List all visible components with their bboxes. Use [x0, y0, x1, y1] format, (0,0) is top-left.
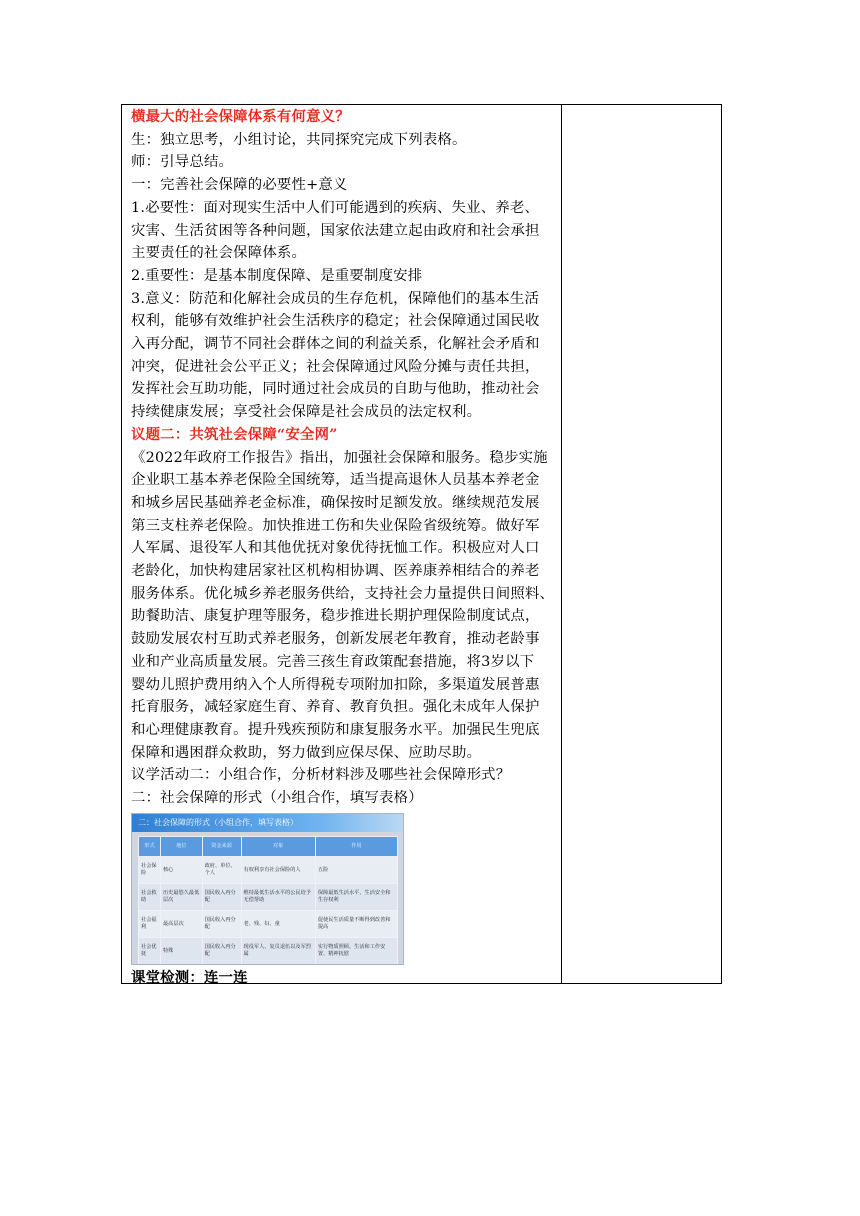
photo-table-cell: 社会保险	[139, 856, 161, 883]
text-line: 2.重要性：是基本制度保障、是重要制度安排	[131, 267, 423, 284]
text-line: 二：社会保障的形式（小组合作，填写表格）	[131, 790, 423, 807]
photo-table-cell: 特殊	[160, 937, 202, 964]
photo-table-cell: 老、残、妇、童	[241, 910, 315, 937]
text-line: 老龄化，加快构建居家社区机构相协调、医养康养相结合的养老	[131, 563, 540, 580]
photo-table-cell: 国民收入再分配	[202, 937, 241, 964]
photo-table-cell: 国民收入再分配	[202, 910, 241, 937]
text-line: 人军属、退役军人和其他优抚对象优待抚恤工作。积极应对人口	[131, 540, 540, 557]
text-line: 保障和遇困群众救助，努力做到应保尽保、应助尽助。	[131, 744, 482, 761]
photo-table-cell: 实行物质照顾、生活和工作安置、精神抚慰	[315, 937, 397, 964]
text-lines	[131, 106, 557, 810]
text-line: 权利，能够有效维护社会生活秩序的稳定；社会保障通过国民收	[131, 313, 540, 330]
photo-table-row	[139, 937, 398, 964]
text-line: 和城乡居民基础养老金标准，确保按时足额发放。继续规范发展	[131, 494, 540, 511]
text-line: 托育服务，减轻家庭生育、养育、教育负担。强化未成年人保护	[131, 699, 540, 716]
social-security-forms-photo	[131, 813, 404, 965]
text-line: 鼓励发展农村互助式养老服务，创新发展老年教育，推动老龄事	[131, 631, 540, 648]
photo-table-row	[139, 910, 398, 937]
text-line: 服务体系。优化城乡养老服务供给，支持社会力量提供日间照料、	[131, 585, 555, 602]
text-line: 发挥社会互助功能，同时通过社会成员的自助与他助，推动社会	[131, 381, 540, 398]
photo-table-cell: 现役军人、复员退伍以及军烈属	[241, 937, 315, 964]
text-line: 持续健康发展；享受社会保障是社会成员的法定权利。	[131, 404, 482, 421]
text-line: 1.必要性：面对现实生活中人们可能遇到的疾病、失业、养老、	[131, 199, 540, 216]
photo-table-cell: 政府、单位、个人	[202, 856, 241, 883]
text-line: 企业职工基本养老保险全国统筹，适当提高退休人员基本养老金	[131, 472, 540, 489]
text-line: 冲突，促进社会公平正义；社会保障通过风险分摊与责任共担，	[131, 358, 540, 375]
section-heading: 横最大的社会保障体系有何意义？	[131, 108, 350, 125]
photo-title: 二：社会保障的形式（小组合作，填写表格）	[132, 814, 403, 832]
section-heading: 议题二：共筑社会保障“安全网”	[131, 425, 338, 443]
text-line: 第三支柱养老保险。加快推进工伤和失业保险省级统筹。做好军	[131, 517, 540, 534]
text-line: 生：独立思考，小组讨论，共同探究完成下列表格。	[131, 131, 467, 148]
photo-table-cell: 历史最悠久最低层次	[160, 883, 202, 910]
photo-header-cell: 作用	[315, 836, 397, 856]
lesson-content	[131, 106, 557, 990]
text-line: 业和产业高质量发展。完善三孩生育政策配套措施，将3岁以下	[131, 653, 535, 670]
text-line: 主要责任的社会保障体系。	[131, 245, 307, 262]
text-line: 助餐助洁、康复护理等服务，稳步推进长期护理保险制度试点，	[131, 608, 540, 625]
photo-table-cell: 有权利享有社会保险的人	[241, 856, 315, 883]
text-line: 婴幼儿照护费用纳入个人所得税专项附加扣除，多渠道发展普惠	[131, 676, 540, 693]
photo-table-cell: 社会优抚	[139, 937, 161, 964]
photo-table-cell: 维持最低生活水平的公民给予无偿帮助	[241, 883, 315, 910]
photo-table-cell: 国民收入再分配	[202, 883, 241, 910]
photo-table-header	[139, 836, 398, 856]
photo-table-cell: 五险	[315, 856, 397, 883]
photo-header-cell: 资金来源	[202, 836, 241, 856]
photo-header-cell: 形式	[139, 836, 161, 856]
text-line: 灾害、生活贫困等各种问题，国家依法建立起由政府和社会承担	[131, 222, 540, 239]
text-line: 入再分配，调节不同社会群体之间的利益关系，化解社会矛盾和	[131, 336, 540, 353]
column-divider	[561, 104, 562, 984]
photo-table-body	[139, 856, 398, 964]
text-line: 师：引导总结。	[131, 154, 234, 171]
text-line: 一：完善社会保障的必要性+意义	[131, 177, 348, 194]
photo-table	[138, 836, 398, 965]
photo-table-row	[139, 883, 398, 910]
photo-table-cell: 最高层次	[160, 910, 202, 937]
photo-table-row	[139, 856, 398, 883]
text-line: 和心理健康教育。提升残疾预防和康复服务水平。加强民生兜底	[131, 721, 540, 738]
photo-table-cell: 核心	[160, 856, 202, 883]
photo-header-cell: 对象	[241, 836, 315, 856]
photo-table-cell: 社会救助	[139, 883, 161, 910]
photo-table-cell: 促使民生活质量不断得到改善和提高	[315, 910, 397, 937]
text-line: 议学活动二：小组合作，分析材料涉及哪些社会保障形式？	[131, 767, 511, 784]
classroom-test-line: 课堂检测：连一连	[131, 968, 248, 986]
text-line: 《2022年政府工作报告》指出，加强社会保障和服务。稳步实施	[131, 449, 548, 466]
photo-header-cell: 地位	[160, 836, 202, 856]
photo-table-cell: 社会福利	[139, 910, 161, 937]
text-line: 3.意义：防范和化解社会成员的生存危机，保障他们的基本生活	[131, 290, 540, 307]
photo-table-cell: 保障最低生活水平，生活安全和生存权利	[315, 883, 397, 910]
